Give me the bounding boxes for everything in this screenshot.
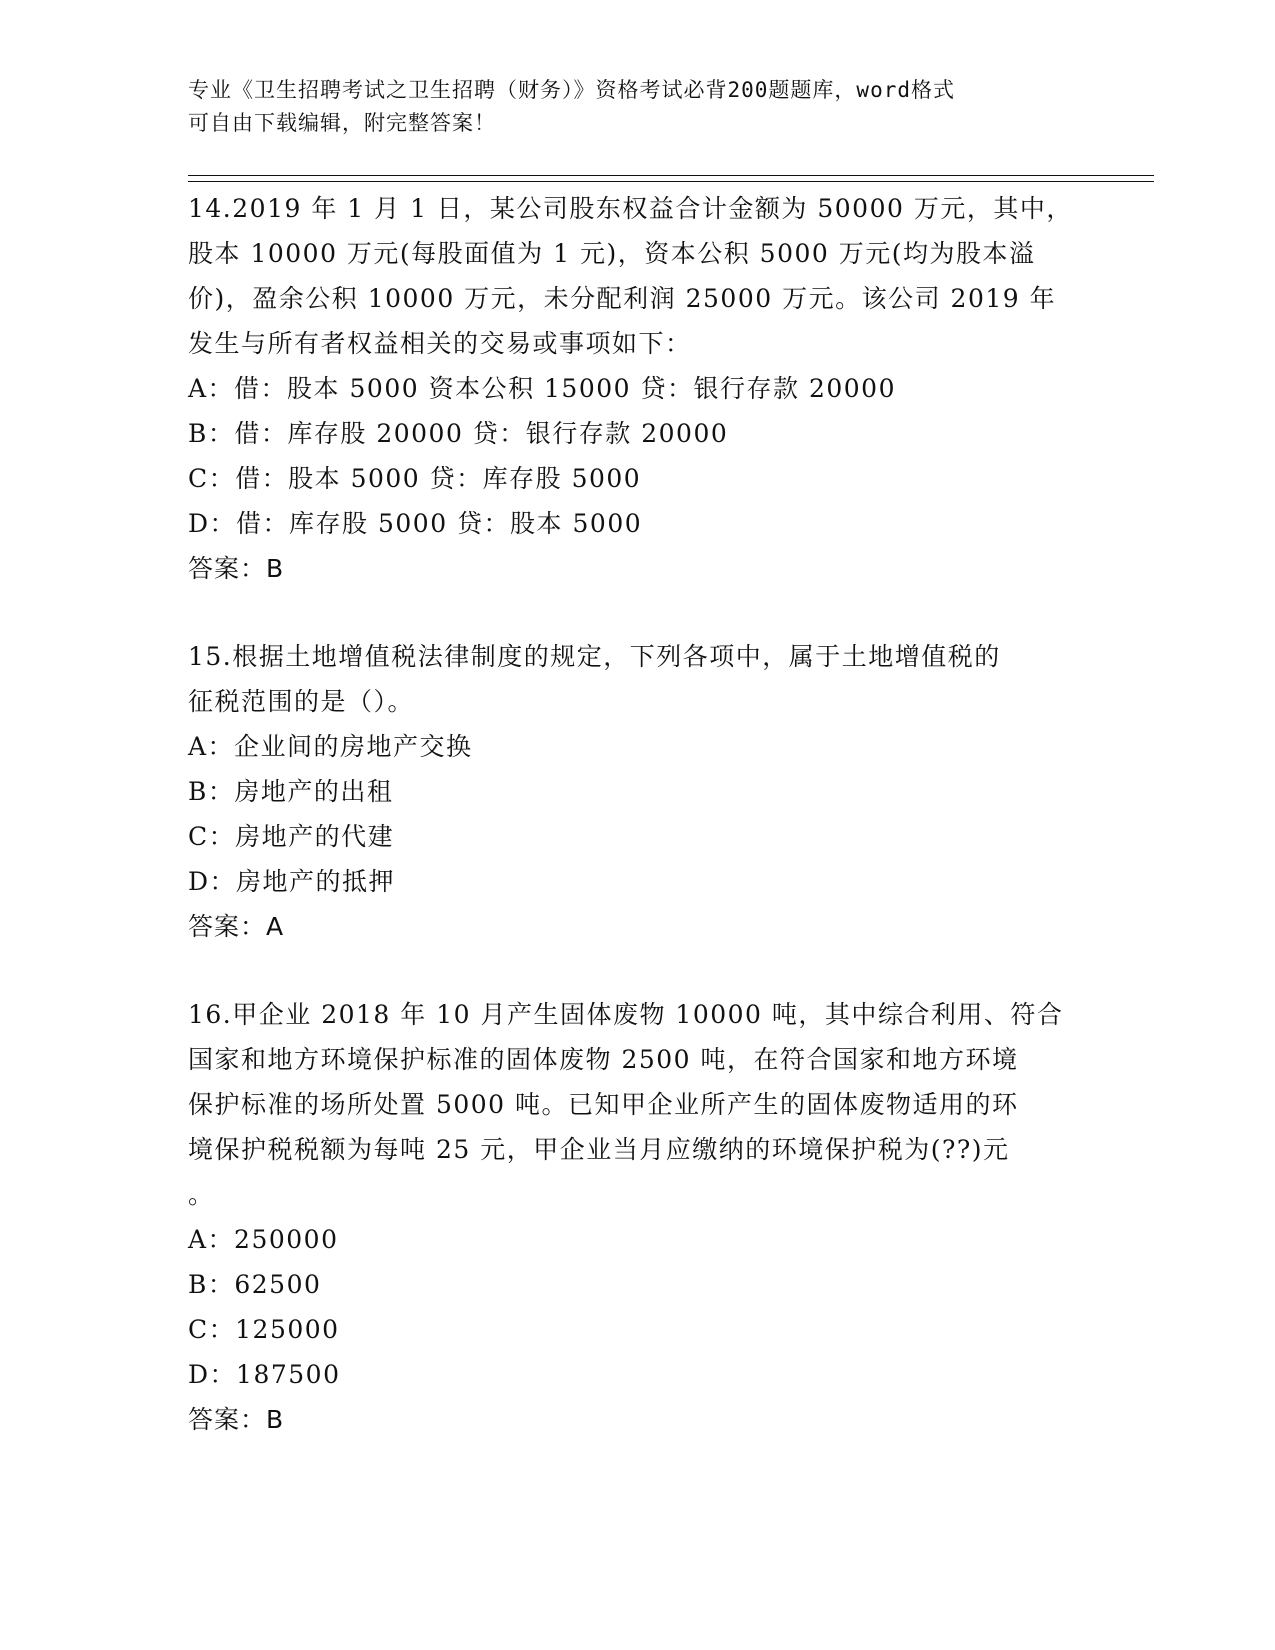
option-b: B：借：库存股 20000 贷：银行存款 20000	[188, 419, 729, 448]
question-text-line: 股本 10000 万元(每股面值为 1 元)，资本公积 5000 万元(均为股本溢	[188, 239, 1036, 268]
header-line-1: 专业《卫生招聘考试之卫生招聘（财务）》资格考试必背200题题库，word格式	[188, 78, 955, 102]
question-text-line: 16.甲企业 2018 年 10 月产生固体废物 10000 吨，其中综合利用、符合	[188, 1000, 1064, 1029]
header-divider-top	[188, 175, 1154, 176]
question-text-line: 国家和地方环境保护标准的固体废物 2500 吨，在符合国家和地方环境	[188, 1045, 1019, 1074]
question-text-line: 发生与所有者权益相关的交易或事项如下：	[188, 329, 692, 358]
question-text-line: 15.根据土地增值税法律制度的规定，下列各项中，属于土地增值税的	[188, 642, 1001, 671]
question-text-line: 14.2019 年 1 月 1 日，某公司股东权益合计金额为 50000 万元，其中，	[188, 194, 1073, 223]
answer: 答案：A	[188, 912, 285, 941]
question-text-line: 保护标准的场所处置 5000 吨。已知甲企业所产生的固体废物适用的环	[188, 1090, 1019, 1119]
option-c: C：125000	[188, 1315, 340, 1344]
option-c: C：房地产的代建	[188, 822, 395, 851]
question-text-line: 价)，盈余公积 10000 万元，未分配利润 25000 万元。该公司 2019 年	[188, 284, 1057, 313]
question-15	[188, 634, 1088, 949]
option-d: D：借：库存股 5000 贷：股本 5000	[188, 509, 643, 538]
option-a: A：250000	[188, 1225, 339, 1254]
option-d: D：房地产的抵押	[188, 867, 396, 896]
question-text-line: 。	[188, 1180, 215, 1209]
option-b: B：房地产的出租	[188, 777, 394, 806]
answer: 答案：B	[188, 1405, 285, 1434]
option-a: A：借：股本 5000 资本公积 15000 贷：银行存款 20000	[188, 374, 896, 403]
option-c: C：借：股本 5000 贷：库存股 5000	[188, 464, 642, 493]
option-a: A：企业间的房地产交换	[188, 732, 473, 761]
question-16	[188, 992, 1088, 1442]
option-d: D：187500	[188, 1360, 341, 1389]
question-text-line: 境保护税税额为每吨 25 元，甲企业当月应缴纳的环境保护税为(??)元	[188, 1135, 1010, 1164]
header-divider-bottom	[188, 181, 1154, 182]
option-b: B：62500	[188, 1270, 322, 1299]
answer: 答案：B	[188, 554, 285, 583]
header-line-2: 可自由下载编辑，附完整答案！	[188, 111, 496, 135]
question-14	[188, 186, 1088, 591]
document-header	[188, 74, 1088, 140]
question-text-line: 征税范围的是（）。	[188, 687, 415, 716]
question-list	[188, 186, 1088, 1485]
